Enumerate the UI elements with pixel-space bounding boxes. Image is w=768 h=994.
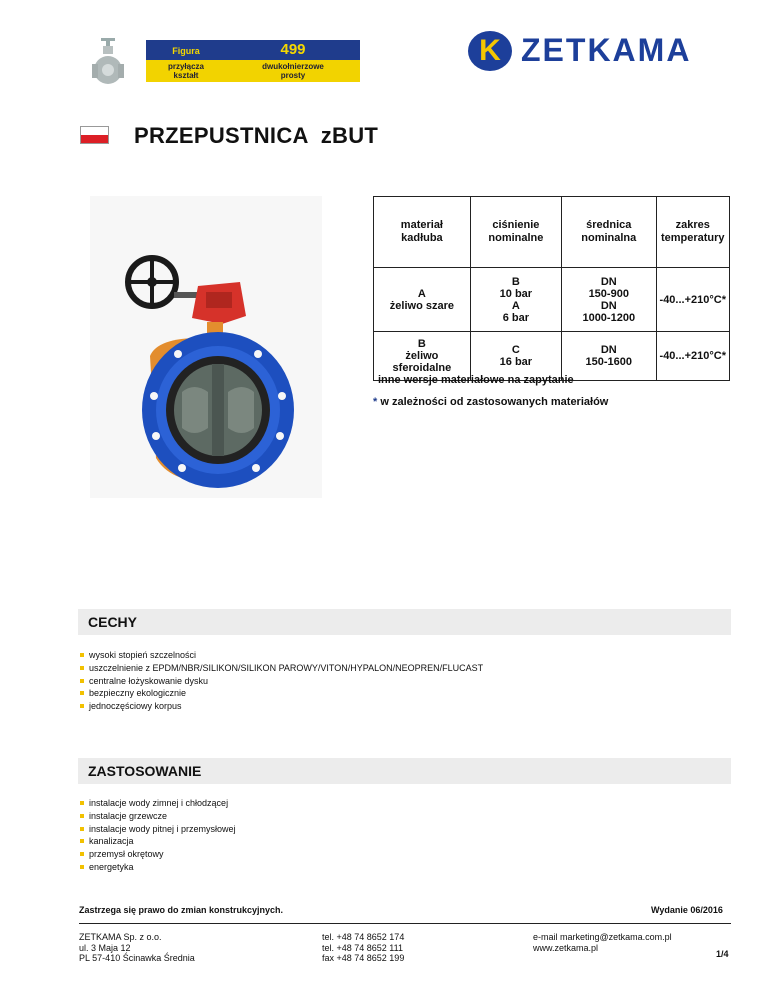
spec-table	[373, 196, 730, 381]
figure-number: 499	[280, 41, 306, 58]
header-pressure: ciśnienie nominalne	[470, 197, 561, 268]
cell-pressure: B 10 bar A 6 bar	[470, 268, 561, 332]
connection-value: dwukołnierzowe prosty	[226, 60, 360, 82]
cell-material: B żeliwo sferoidalne	[374, 332, 471, 381]
list-item: energetyka	[80, 861, 236, 874]
header-temperature: zakres temperatury	[656, 197, 729, 268]
valve-thumbnail-icon	[82, 36, 134, 90]
cell-diameter: DN 150-900 DN 1000-1200	[561, 268, 656, 332]
features-list	[80, 649, 483, 713]
applications-heading: ZASTOSOWANIE	[78, 758, 731, 784]
footnote-text: w zależności od zastosowanych materiałów	[377, 396, 609, 408]
cell-temperature: -40...+210°C*	[656, 268, 729, 332]
figure-label: Figura	[172, 46, 200, 56]
brand-name: ZETKAMA	[521, 32, 692, 68]
cell-pressure: C 16 bar	[470, 332, 561, 381]
list-item: wysoki stopień szczelności	[80, 649, 483, 662]
edition-label: Wydanie 06/2016	[651, 905, 723, 915]
list-item: bezpieczny ekologicznie	[80, 687, 483, 700]
email-link[interactable]: e-mail marketing@zetkama.com.pl	[533, 932, 672, 942]
other-versions-note: inne wersje materiałowe na zapytanie	[378, 374, 574, 386]
company-contact	[533, 932, 672, 953]
list-item: instalacje wody zimnej i chłodzącej	[80, 797, 236, 810]
company-phones: tel. +48 74 8652 174 tel. +48 74 8652 111 fax +48 74 8652 199	[322, 932, 405, 963]
list-item: jednoczęściowy korpus	[80, 700, 483, 713]
list-item: instalacje grzewcze	[80, 810, 236, 823]
applications-list	[80, 797, 236, 874]
cell-temperature: -40...+210°C*	[656, 332, 729, 381]
website-link[interactable]: www.zetkama.pl	[533, 942, 599, 953]
footer-divider	[79, 923, 731, 924]
table-row	[374, 268, 730, 332]
list-item: uszczelnienie z EPDM/NBR/SILIKON/SILIKON PAROWY/VITON/HYPALON/NEOPREN/FLUCAST	[80, 662, 483, 675]
page-number: 1/4	[716, 949, 729, 959]
cell-material: A żeliwo szare	[374, 268, 471, 332]
list-item: kanalizacja	[80, 835, 236, 848]
company-address: ZETKAMA Sp. z o.o. ul. 3 Maja 12 PL 57-410 Ścinawka Średnia	[79, 932, 195, 963]
footnote-mark: *	[373, 396, 378, 408]
logo-letter: K	[479, 34, 501, 67]
header-material: materiał kadłuba	[374, 197, 471, 268]
features-heading: CECHY	[78, 609, 731, 635]
polish-flag-icon	[80, 126, 109, 144]
cell-diameter: DN 150-1600	[561, 332, 656, 381]
butterfly-valve-image	[90, 196, 322, 498]
list-item: centralne łożyskowanie dysku	[80, 675, 483, 688]
page-title: PRZEPUSTNICA zBUT	[134, 123, 379, 148]
connection-label: przyłącza kształt	[146, 60, 226, 82]
footnote	[373, 396, 608, 408]
rights-reserved-note: Zastrzega się prawo do zmian konstrukcyjnych.	[79, 905, 284, 915]
list-item: instalacje wody pitnej i przemysłowej	[80, 823, 236, 836]
list-item: przemysł okrętowy	[80, 848, 236, 861]
figure-info-table	[146, 40, 360, 82]
header-diameter: średnica nominalna	[561, 197, 656, 268]
